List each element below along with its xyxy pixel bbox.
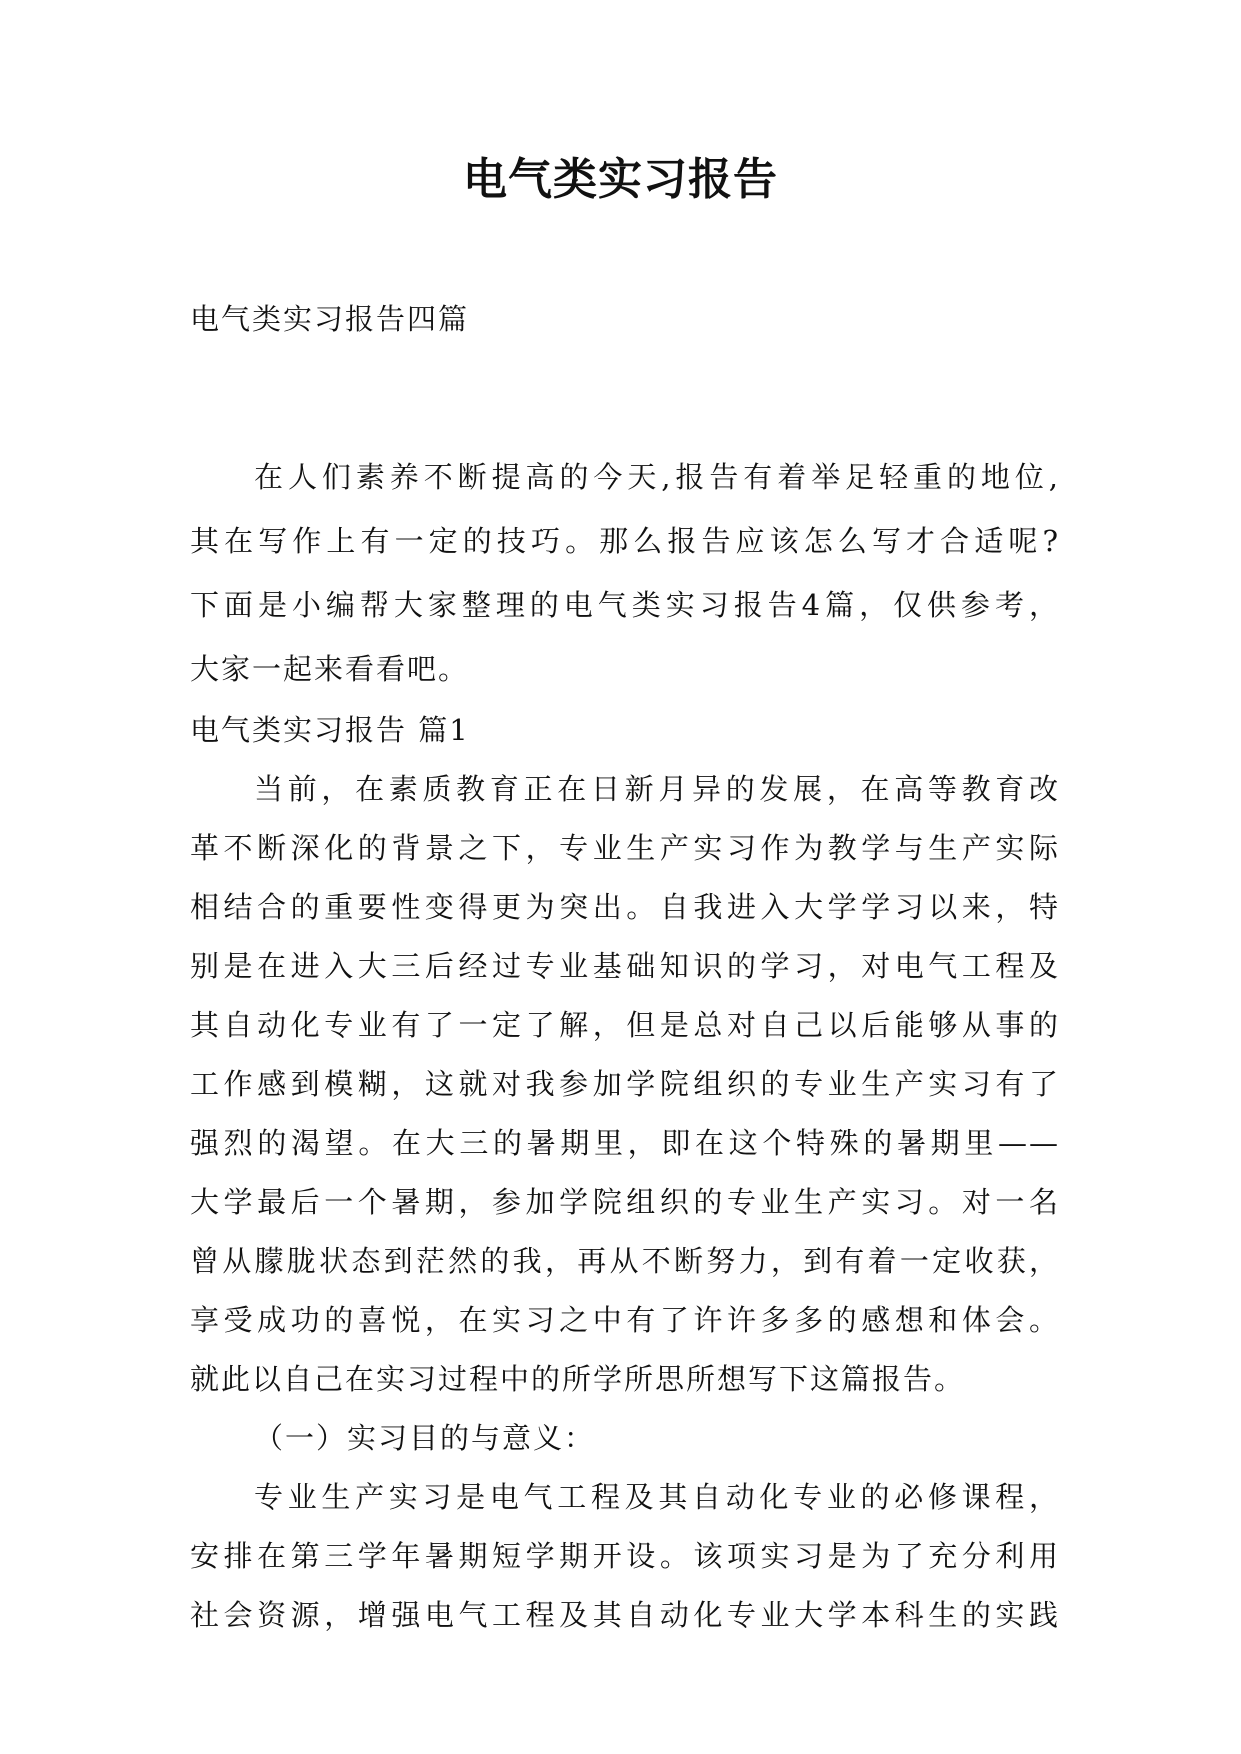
intro-paragraph [190, 445, 1060, 701]
paragraph-line: 工作感到模糊，这就对我参加学院组织的专业生产实习有了 [190, 1067, 1060, 1101]
paragraph-2 [190, 1468, 1060, 1645]
paragraph-line: 革不断深化的背景之下，专业生产实习作为教学与生产实际 [190, 831, 1060, 865]
paragraph-line: 曾从朦胧状态到茫然的我，再从不断努力，到有着一定收获， [190, 1244, 1060, 1278]
document-body [190, 287, 1060, 1645]
paragraph-line: 强烈的渴望。在大三的暑期里，即在这个特殊的暑期里—— [190, 1126, 1060, 1160]
intro-line: 下面是小编帮大家整理的电气类实习报告4篇，仅供参考， [190, 588, 1060, 622]
section-block [190, 701, 1060, 1645]
paragraph-line: 专业生产实习是电气工程及其自动化专业的必修课程， [254, 1480, 1060, 1514]
paragraph-line: 其自动化专业有了一定了解，但是总对自己以后能够从事的 [190, 1008, 1060, 1042]
paragraph-line: 当前，在素质教育正在日新月异的发展，在高等教育改 [254, 772, 1060, 806]
intro-line: 在人们素养不断提高的今天,报告有着举足轻重的地位, [254, 460, 1060, 494]
intro-line: 大家一起来看看吧。 [190, 652, 470, 686]
paragraph-line: 安排在第三学年暑期短学期开设。该项实习是为了充分利用 [190, 1539, 1060, 1573]
document-subtitle: 电气类实习报告四篇 [190, 302, 470, 336]
paragraph-1 [190, 760, 1060, 1409]
spacer [190, 351, 1060, 445]
subsection-heading: （一）实习目的与意义： [254, 1421, 596, 1455]
paragraph-line: 就此以自己在实习过程中的所学所思所想写下这篇报告。 [190, 1362, 966, 1396]
section-heading: 电气类实习报告 篇1 [190, 713, 470, 747]
paragraph-line: 大学最后一个暑期，参加学院组织的专业生产实习。对一名 [190, 1185, 1060, 1219]
paragraph-line: 享受成功的喜悦，在实习之中有了许许多多的感想和体会。 [190, 1303, 1060, 1337]
paragraph-line: 别是在进入大三后经过专业基础知识的学习，对电气工程及 [190, 949, 1060, 983]
paragraph-line: 社会资源，增强电气工程及其自动化专业大学本科生的实践 [190, 1598, 1060, 1632]
document-title: 电气类实习报告 [463, 154, 778, 205]
paragraph-line: 相结合的重要性变得更为突出。自我进入大学学习以来，特 [190, 890, 1060, 924]
intro-line: 其在写作上有一定的技巧。那么报告应该怎么写才合适呢? [190, 524, 1060, 558]
